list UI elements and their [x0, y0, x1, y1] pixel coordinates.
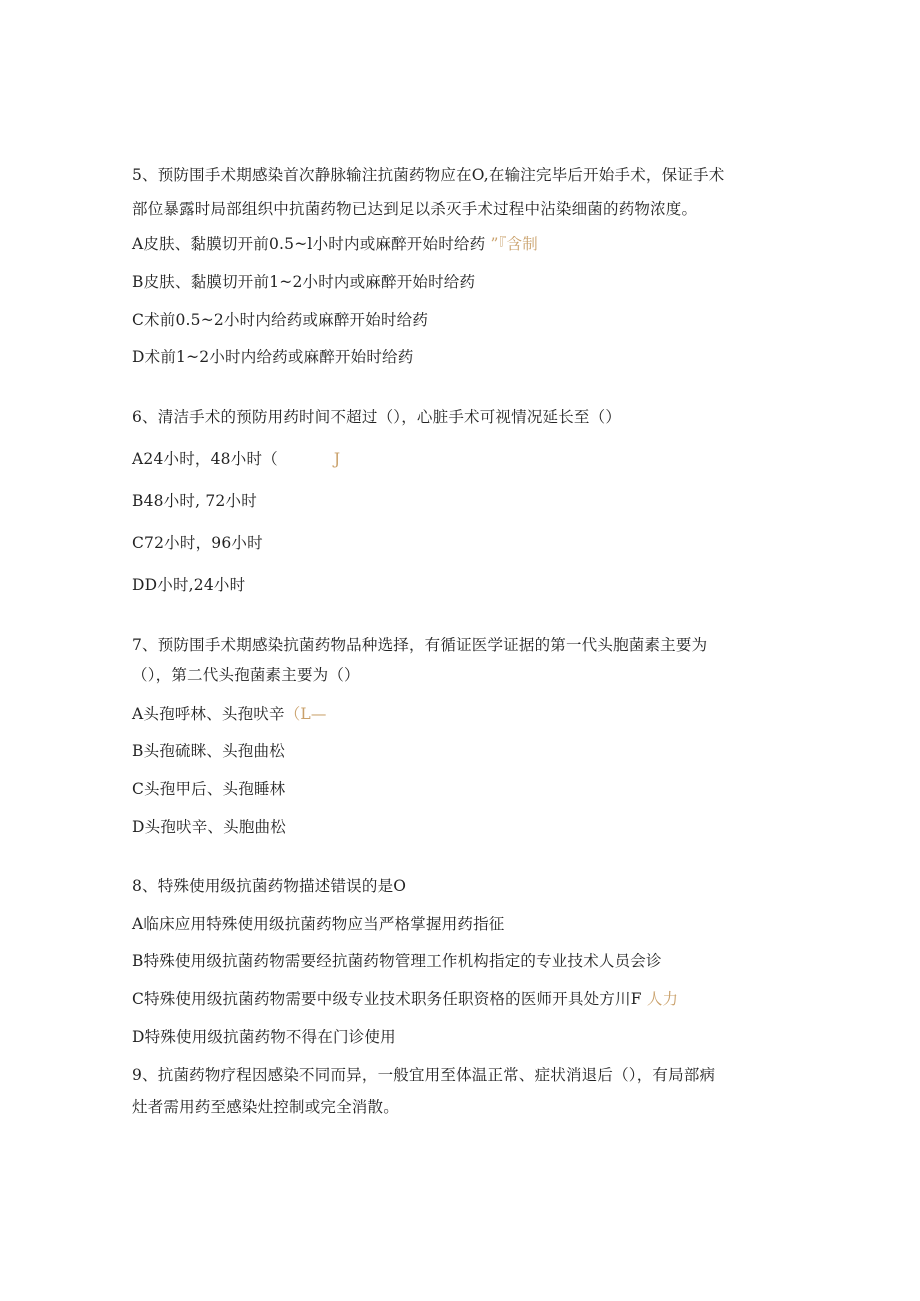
question-8-option-d: D特殊使用级抗菌药物不得在门诊使用 [132, 1028, 396, 1046]
question-6-option-a [132, 449, 340, 469]
question-5-stem-line-2: 部位暴露时局部组织中抗菌药物已达到足以杀灭手术过程中沾染细菌的药物浓度。 [132, 200, 698, 218]
handwritten-annotation: 人力 [646, 990, 679, 1008]
question-5-option-d: D术前1~2小时内给药或麻醉开始时给药 [132, 348, 414, 366]
handwritten-annotation: ”『含制 [490, 235, 538, 253]
handwritten-annotation: J [333, 450, 341, 468]
question-6-option-d: DD小时,24小时 [132, 576, 246, 594]
handwritten-annotation: （L— [284, 705, 327, 723]
option-text: A头孢呼林、头孢吠辛 [132, 705, 285, 723]
question-8-option-c [132, 989, 678, 1009]
question-9-stem-line-1: 9、抗菌药物疗程因感染不同而异，一般宜用至体温正常、症状消退后（），有局部病 [132, 1066, 716, 1084]
question-7-option-a [132, 704, 327, 724]
question-8-stem-line-1: 8、特殊使用级抗菌药物描述错误的是O [132, 877, 407, 895]
question-5-option-c: C术前0.5~2小时内给药或麻醉开始时给药 [132, 311, 429, 329]
question-6-option-b: B48小时, 72小时 [132, 492, 257, 510]
question-7-option-d: D头孢吠辛、头胞曲松 [132, 818, 286, 836]
question-6-stem-line-1: 6、清洁手术的预防用药时间不超过（），心脏手术可视情况延长至（） [132, 408, 622, 426]
option-text: A皮肤、黏膜切开前0.5~l小时内或麻醉开始时给药 [132, 235, 486, 253]
question-5-option-a [132, 234, 538, 254]
question-7-option-b: B头孢硫眯、头孢曲松 [132, 742, 285, 760]
question-5-stem-line-1: 5、预防围手术期感染首次静脉输注抗菌药物应在O,在输注完毕后开始手术，保证手术 [132, 166, 725, 184]
option-text: A24小时，48小时（ [132, 450, 278, 468]
question-7-option-c: C头孢甲后、头孢睡林 [132, 780, 286, 798]
option-text: C特殊使用级抗菌药物需要中级专业技术职务任职资格的医师开具处方川F [132, 990, 642, 1008]
question-8-option-a: A临床应用特殊使用级抗菌药物应当严格掌握用药指征 [132, 915, 505, 933]
question-7-stem-line-2: （），第二代头孢菌素主要为（） [132, 666, 360, 684]
question-5-option-b: B皮肤、黏膜切开前1~2小时内或麻醉开始时给药 [132, 273, 476, 291]
question-9-stem-line-2: 灶者需用药至感染灶控制或完全消散。 [132, 1098, 399, 1116]
question-6-option-c: C72小时，96小时 [132, 534, 263, 552]
question-7-stem-line-1: 7、预防围手术期感染抗菌药物品种选择，有循证医学证据的第一代头胞菌素主要为 [132, 636, 708, 654]
question-8-option-b: B特殊使用级抗菌药物需要经抗菌药物管理工作机构指定的专业技术人员会诊 [132, 952, 662, 970]
